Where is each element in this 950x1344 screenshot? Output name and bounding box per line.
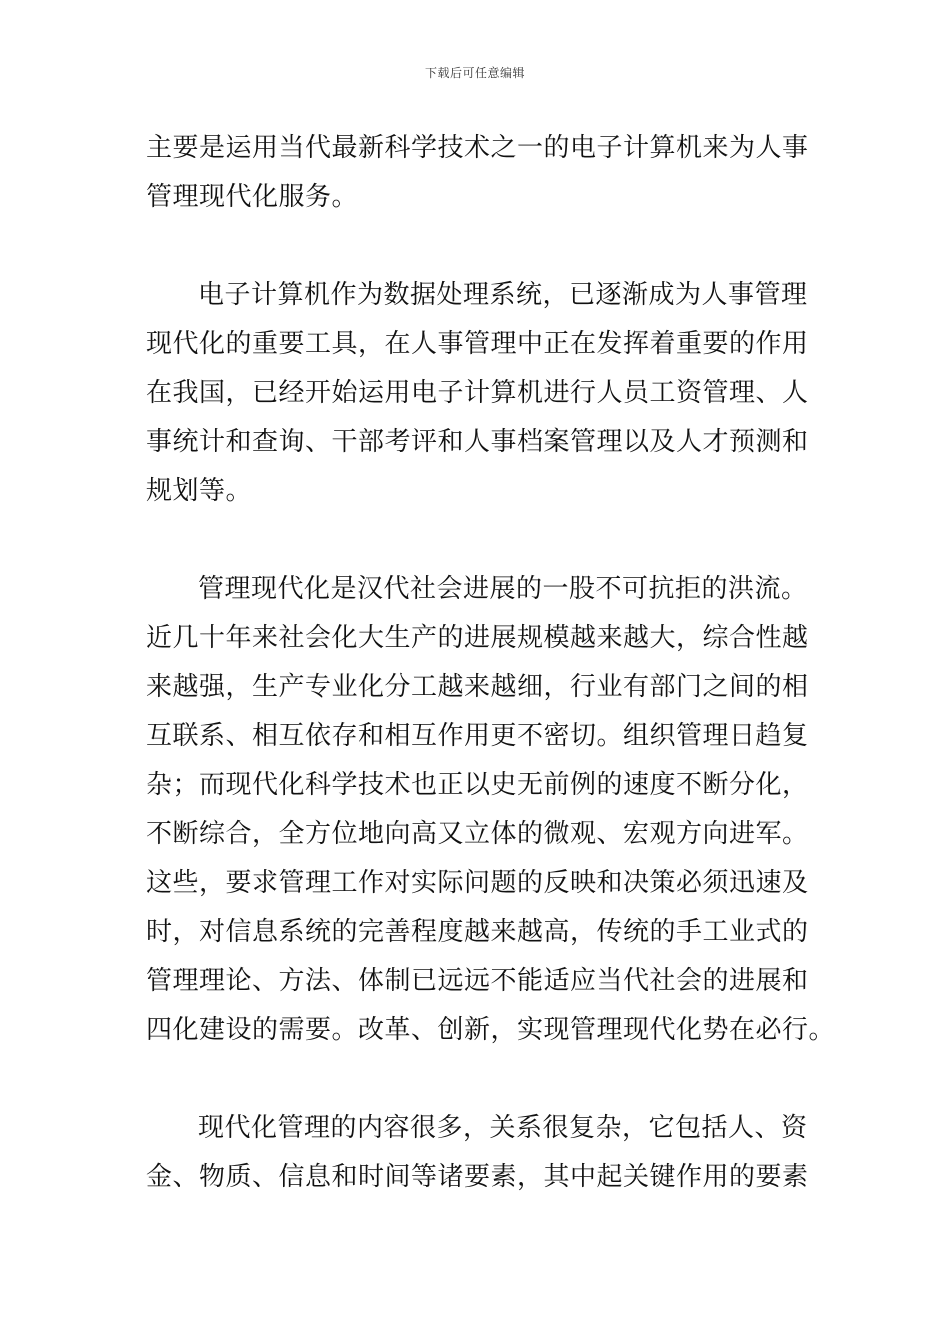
text-line: 现代化管理的内容很多，关系很复杂，它包括人、资	[198, 1113, 808, 1143]
text-line: 近几十年来社会化大生产的进展规模越来越大，综合性越	[146, 623, 809, 653]
text-line: 来越强，生产专业化分工越来越细，行业有部门之间的相	[146, 672, 809, 702]
paragraph-4	[146, 1104, 809, 1202]
text-line: 在我国，已经开始运用电子计算机进行人员工资管理、人	[146, 378, 809, 408]
text-line: 管理现代化是汉代社会进展的一股不可抗拒的洪流。	[198, 574, 808, 604]
text-line: 四化建设的需要。改革、创新，实现管理现代化势在必行。	[146, 1015, 836, 1045]
text-line: 金、物质、信息和时间等诸要素，其中起关键作用的要素	[146, 1162, 809, 1192]
paragraph-1	[146, 124, 809, 222]
text-line: 时，对信息系统的完善程度越来越高，传统的手工业式的	[146, 917, 809, 947]
text-line: 现代化的重要工具，在人事管理中正在发挥着重要的作用	[146, 329, 809, 359]
text-line: 电子计算机作为数据处理系统，已逐渐成为人事管理	[198, 280, 808, 310]
text-line: 这些，要求管理工作对实际问题的反映和决策必须迅速及	[146, 868, 809, 898]
text-line: 管理理论、方法、体制已远远不能适应当代社会的进展和	[146, 966, 809, 996]
paragraph-3	[146, 565, 836, 1055]
paragraph-2	[146, 271, 809, 516]
text-line: 主要是运用当代最新科学技术之一的电子计算机来为人事	[146, 133, 809, 163]
document-body	[146, 124, 836, 1202]
paragraph-gap	[146, 516, 806, 565]
text-line: 事统计和查询、干部考评和人事档案管理以及人才预测和	[146, 427, 809, 457]
paragraph-gap	[146, 222, 806, 271]
text-line: 管理现代化服务。	[146, 182, 359, 212]
paragraph-gap	[146, 1055, 806, 1104]
text-line: 杂；而现代化科学技术也正以史无前例的速度不断分化，	[146, 770, 809, 800]
text-line: 不断综合，全方位地向高又立体的微观、宏观方向进军。	[146, 819, 809, 849]
text-line: 规划等。	[146, 476, 253, 506]
text-line: 互联系、相互依存和相互作用更不密切。组织管理日趋复	[146, 721, 809, 751]
page-header: 下载后可任意编辑	[424, 66, 525, 80]
